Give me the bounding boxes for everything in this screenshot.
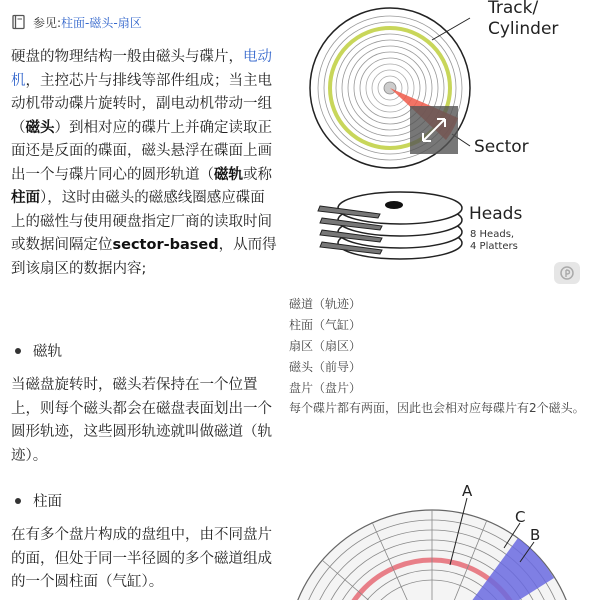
bullet-track-label: 磁轨 bbox=[33, 344, 62, 360]
bullet-cylinder-label: 柱面 bbox=[33, 494, 62, 510]
caption-line-5: 盘片（盘片） bbox=[289, 381, 362, 395]
see-also bbox=[11, 12, 142, 32]
bold-head: 磁头 bbox=[25, 119, 55, 136]
intro-paragraph bbox=[11, 46, 277, 281]
see-also-link[interactable]: 柱面-磁头-扇区 bbox=[61, 15, 142, 30]
bold-cylinder: 柱面 bbox=[11, 190, 40, 206]
book-icon bbox=[11, 14, 27, 30]
heads-label: Heads bbox=[469, 204, 523, 224]
expand-image-button[interactable] bbox=[410, 106, 458, 154]
heads-sub-2: 4 Platters bbox=[470, 241, 518, 252]
intro-text-4: 或称 bbox=[243, 166, 272, 183]
track-label-line1: Track/ bbox=[488, 0, 539, 18]
caption-line-1: 磁道（轨迹） bbox=[289, 297, 362, 311]
caption-note: 每个碟片都有两面，因此也会相对应每碟片有2个磁头。 bbox=[289, 401, 585, 415]
intro-text-3: ）到相对应的碟片上并确定读取正面还是反面的碟面，磁头悬浮在碟面上画出一个与碟片同心的圆形轨道（ bbox=[11, 119, 272, 183]
track-paragraph: 当磁盘旋转时，磁头若保持在一个位置上，则每个磁头都会在磁盘表面划出一个圆形轨迹，这些圆形轨迹就叫做磁道（轨迹）。 bbox=[11, 377, 272, 464]
caption-line-4: 磁头（前导） bbox=[289, 360, 362, 374]
bullet-cylinder bbox=[11, 490, 62, 511]
sector-diagram bbox=[282, 470, 600, 600]
cylinder-paragraph: 在有多个盘片构成的盘组中，由不同盘片的面，但处于同一半径圆的多个磁道组成的一个圆柱面（气缸）。 bbox=[11, 527, 272, 590]
track-label-line2: Cylinder bbox=[488, 19, 559, 39]
sector-disk bbox=[287, 510, 577, 600]
figure-column bbox=[282, 0, 600, 600]
caption-line-2: 柱面（气缸） bbox=[289, 318, 362, 332]
intro-text-2: ，主控芯片与排线等部件组成；当主电动机带动碟片旋转时，副电动机带动一组（ bbox=[11, 72, 272, 136]
label-b: B bbox=[530, 526, 541, 544]
intro-text-6: ，从而得到该扇区的数据内容; bbox=[11, 237, 277, 277]
sector-label: Sector bbox=[474, 137, 529, 157]
bullet-track bbox=[11, 340, 62, 361]
article-column bbox=[0, 0, 282, 600]
intro-text-1: 硬盘的物理结构一般由磁头与碟片， bbox=[11, 49, 243, 65]
bold-sector-based: sector-based bbox=[112, 237, 219, 253]
caption-line-3: 扇区（扇区） bbox=[289, 339, 362, 353]
bold-track: 磁轨 bbox=[214, 166, 243, 183]
label-a: A bbox=[462, 482, 473, 500]
figure-caption bbox=[289, 294, 361, 399]
bullet-dot bbox=[15, 498, 21, 504]
intro-text-5: ），这时由磁头的磁感线圈感应碟面上的磁性与使用硬盘指定厂商的读取时间或数据间隔定位 bbox=[11, 190, 272, 253]
platter-stack bbox=[318, 192, 462, 259]
disk-structure-figure bbox=[282, 0, 600, 300]
pinterest-icon bbox=[560, 266, 574, 280]
motor-link[interactable]: 电动机 bbox=[11, 49, 272, 89]
heads-sub-1: 8 Heads, bbox=[470, 229, 515, 240]
see-also-prefix: 参见: bbox=[33, 15, 62, 30]
bullet-dot bbox=[15, 348, 21, 354]
label-c: C bbox=[515, 508, 526, 526]
pinterest-button[interactable] bbox=[554, 262, 580, 284]
